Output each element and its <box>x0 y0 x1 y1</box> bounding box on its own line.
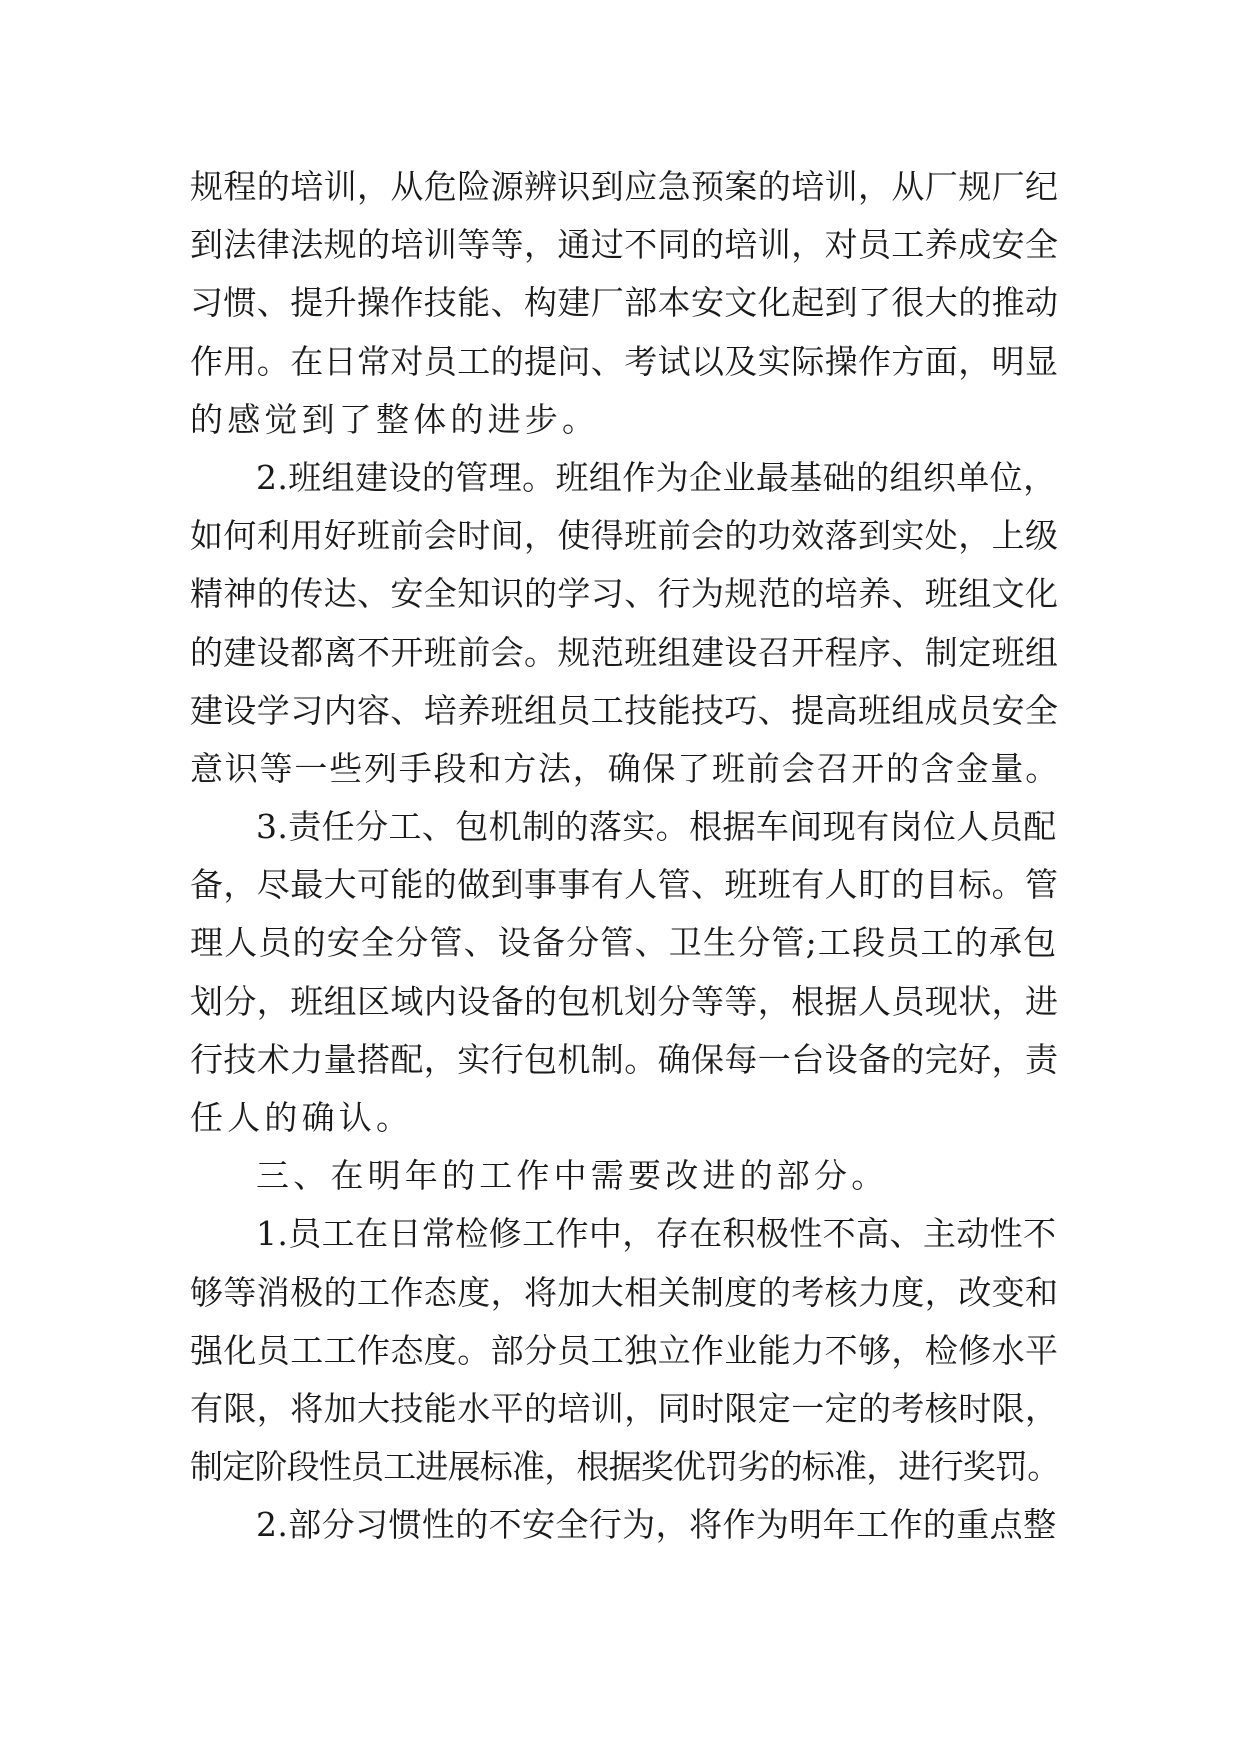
text-line: 建设学习内容、培养班组员工技能技巧、提高班组成员安全 <box>190 690 1059 730</box>
text-line: 制定阶段性员工进展标准，根据奖优罚劣的标准，进行奖罚。 <box>190 1447 1060 1487</box>
text-line: 备，尽最大可能的做到事事有人管、班班有人盯的目标。管 <box>190 865 1059 905</box>
text-line: 划分，班组区域内设备的包机划分等等，根据人员现状，进 <box>190 981 1059 1021</box>
text-line: 作用。在日常对员工的提问、考试以及实际操作方面，明显 <box>190 341 1059 381</box>
paragraph-start-line: 2.班组建设的管理。班组作为企业最基础的组织单位， <box>256 457 1057 497</box>
paragraph-start-line: 1.员工在日常检修工作中，存在积极性不高、主动性不 <box>256 1214 1057 1254</box>
text-line: 任人的确认。 <box>190 1098 414 1137</box>
text-line: 行技术力量搭配，实行包机制。确保每一台设备的完好，责 <box>190 1039 1059 1079</box>
text-line: 精神的传达、安全知识的学习、行为规范的培养、班组文化 <box>190 574 1059 614</box>
text-line: 到法律法规的培训等等，通过不同的培训，对员工养成安全 <box>190 225 1059 265</box>
text-line: 有限，将加大技能水平的培训，同时限定一定的考核时限， <box>190 1388 1059 1428</box>
text-line: 的建设都离不开班前会。规范班组建设召开程序、制定班组 <box>190 632 1059 672</box>
text-line: 的感觉到了整体的进步。 <box>190 399 600 439</box>
text-line: 够等消极的工作态度，将加大相关制度的考核力度，改变和 <box>190 1272 1059 1312</box>
document-body <box>190 158 1060 1555</box>
text-line: 强化员工工作态度。部分员工独立作业能力不够，检修水平 <box>190 1330 1059 1370</box>
text-line: 理人员的安全分管、设备分管、卫生分管;工段员工的承包 <box>190 923 1058 963</box>
text-line: 规程的培训，从危险源辨识到应急预案的培训，从厂规厂纪 <box>190 167 1059 206</box>
paragraph-start-line: 2.部分习惯性的不安全行为，将作为明年工作的重点整 <box>256 1505 1057 1545</box>
section-heading: 三、在明年的工作中需要改进的部分。 <box>256 1156 889 1196</box>
text-line: 习惯、提升操作技能、构建厂部本安文化起到了很大的推动 <box>190 283 1059 323</box>
text-line: 意识等一些列手段和方法，确保了班前会召开的含金量。 <box>190 748 1060 788</box>
paragraph-start-line: 3.责任分工、包机制的落实。根据车间现有岗位人员配 <box>256 807 1057 847</box>
text-line: 如何利用好班前会时间，使得班前会的功效落到实处，上级 <box>190 516 1059 556</box>
